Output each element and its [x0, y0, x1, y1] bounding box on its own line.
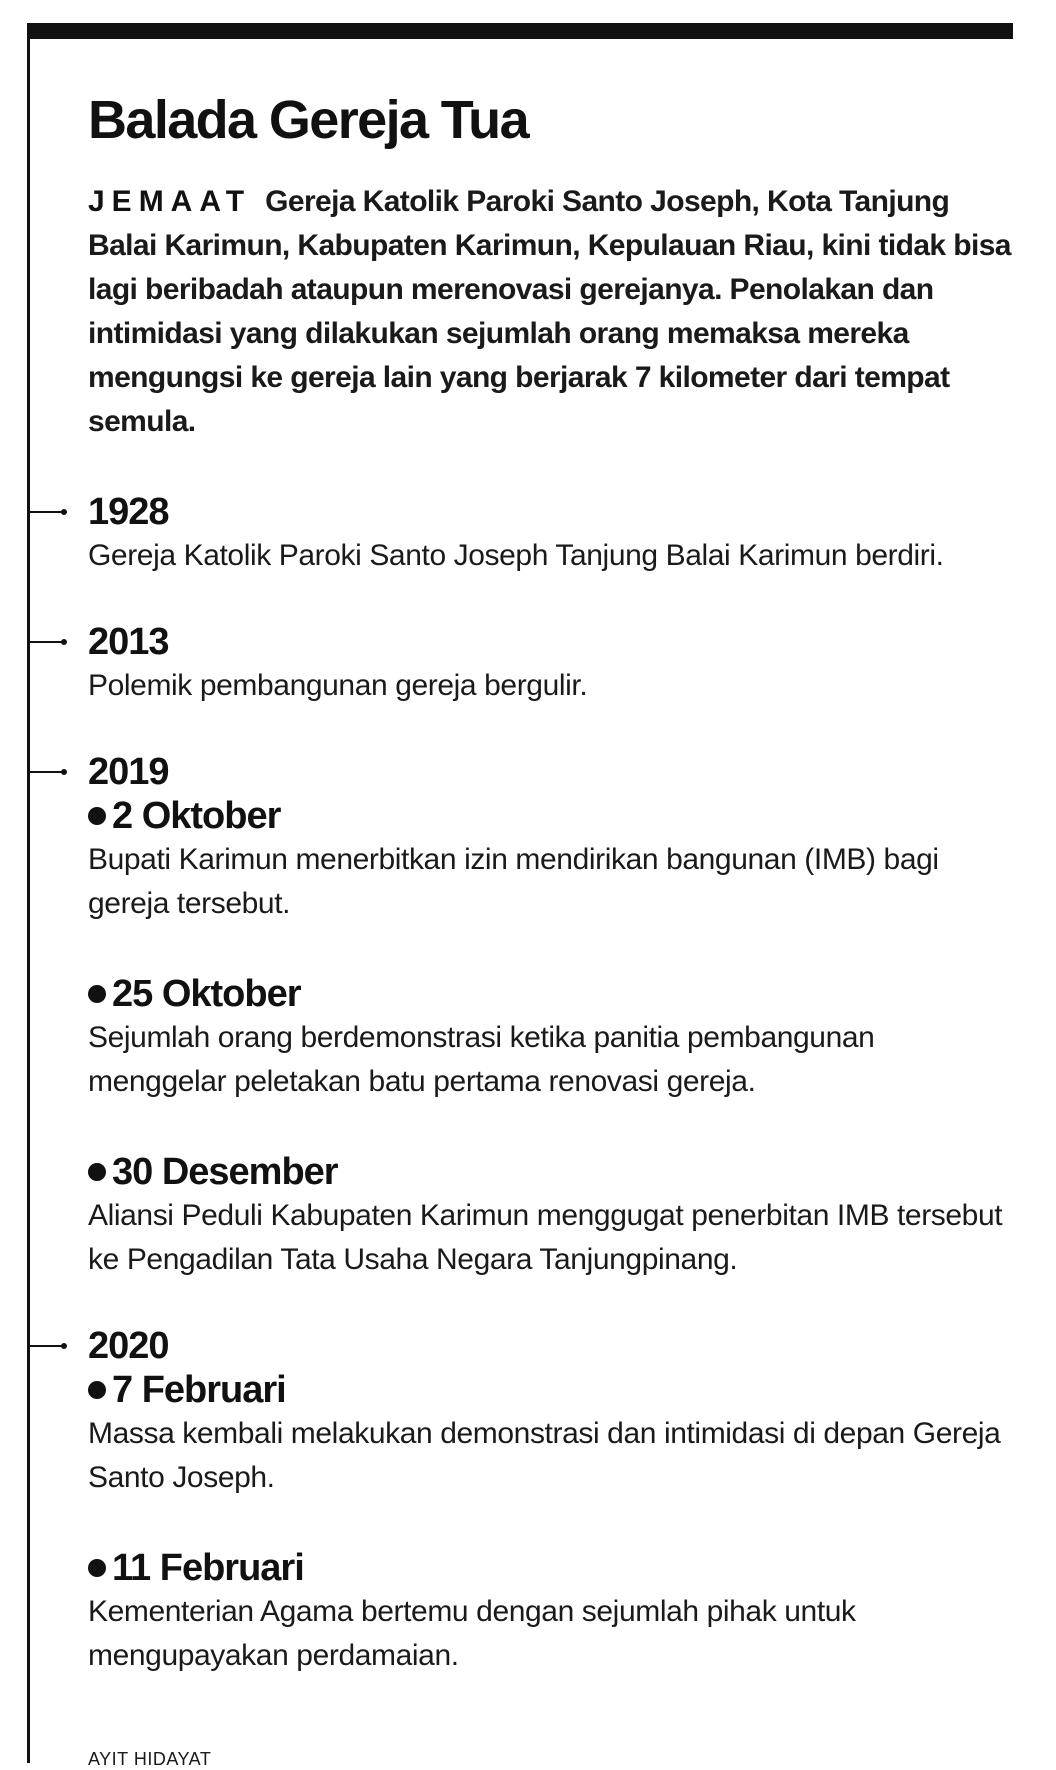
event-date-label: 30 Desember: [112, 1151, 338, 1193]
timeline-event: [88, 534, 1018, 578]
event-description: Bupati Karimun menerbitkan izin mendirikan bangunan (IMB) bagi gereja tersebut.: [88, 843, 939, 920]
event-date-label: 25 Oktober: [112, 973, 301, 1015]
event-description: Gereja Katolik Paroki Santo Joseph Tanjung Balai Karimun berdiri.: [88, 539, 944, 572]
timeline-year-2019: [88, 750, 1018, 1282]
timeline-event: [88, 794, 1018, 926]
year-marker-arrow-icon: [29, 1345, 63, 1347]
event-date-label: 2 Oktober: [112, 795, 281, 837]
timeline-event: [88, 1150, 1018, 1282]
event-date: [88, 1150, 1018, 1194]
intro-paragraph: [88, 180, 1018, 444]
event-date-label: 11 Februari: [112, 1547, 304, 1589]
infographic-content: [88, 88, 1018, 1720]
intro-kicker: JEMAAT: [88, 185, 252, 218]
bullet-dot-icon: [88, 1163, 106, 1181]
left-timeline-rule: [27, 23, 30, 1763]
timeline-event: [88, 664, 1018, 708]
timeline-year-1928: [88, 490, 1018, 578]
event-date: [88, 1546, 1018, 1590]
intro-text: Gereja Katolik Paroki Santo Joseph, Kota Tanjung Balai Karimun, Kabupaten Karimun, Kepulauan Riau, kini tidak bisa lagi beribadah ataupun merenovasi gerejanya. Penolakan dan intimidasi yang dilakukan sejumlah orang memaksa mereka mengungsi ke gereja lain yang berjarak 7 kilometer dari tempat semula.: [88, 185, 1011, 438]
event-date-label: 7 Februari: [112, 1369, 286, 1411]
bullet-dot-icon: [88, 1559, 106, 1577]
bullet-dot-icon: [88, 1381, 106, 1399]
page-title: Balada Gereja Tua: [88, 90, 529, 150]
event-description: Aliansi Peduli Kabupaten Karimun menggugat penerbitan IMB tersebut ke Pengadilan Tata Usaha Negara Tanjungpinang.: [88, 1199, 1003, 1276]
timeline-year-2013: [88, 620, 1018, 708]
timeline-year-label: 2020: [88, 1325, 169, 1367]
year-marker-arrow-icon: [29, 641, 63, 643]
timeline-year-2020: [88, 1324, 1018, 1678]
event-description: Polemik pembangunan gereja bergulir.: [88, 669, 588, 702]
year-marker-arrow-icon: [29, 511, 63, 513]
event-date: [88, 972, 1018, 1016]
author-credit: AYIT HIDAYAT: [88, 1749, 212, 1769]
timeline-year-label: 1928: [88, 491, 169, 533]
timeline-event: [88, 1546, 1018, 1678]
year-marker-arrow-icon: [29, 771, 63, 773]
top-rule-bar: [27, 23, 1013, 39]
event-description: Kementerian Agama bertemu dengan sejumlah pihak untuk mengupayakan perdamaian.: [88, 1595, 856, 1672]
timeline-event: [88, 972, 1018, 1104]
bullet-dot-icon: [88, 807, 106, 825]
event-description: Massa kembali melakukan demonstrasi dan intimidasi di depan Gereja Santo Joseph.: [88, 1417, 1001, 1494]
event-description: Sejumlah orang berdemonstrasi ketika panitia pembangunan menggelar peletakan batu pertama renovasi gereja.: [88, 1021, 875, 1098]
event-date: [88, 1368, 1018, 1412]
timeline-year-label: 2019: [88, 751, 169, 793]
timeline-event: [88, 1368, 1018, 1500]
timeline-year-label: 2013: [88, 621, 169, 663]
bullet-dot-icon: [88, 985, 106, 1003]
timeline: [88, 490, 1018, 1678]
event-date: [88, 794, 1018, 838]
